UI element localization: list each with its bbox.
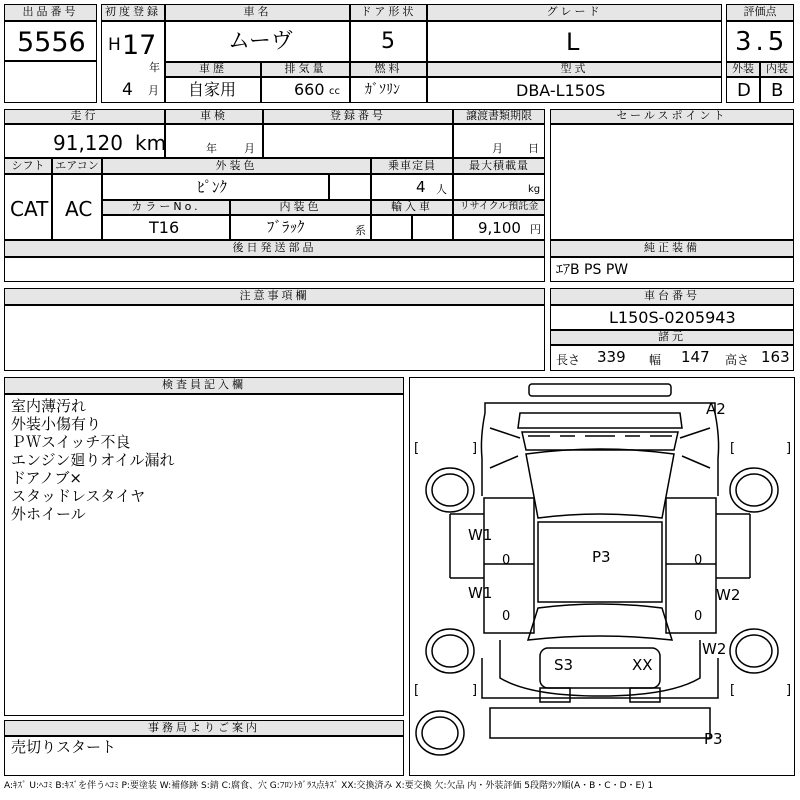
score: 3.5: [735, 27, 789, 57]
bracket-mark: [: [730, 441, 736, 456]
equipment-label: 純正装備: [550, 240, 794, 257]
displacement-cell: [261, 77, 350, 103]
sales-point-label: セールスポイント: [550, 109, 794, 124]
exterior-label: 外装: [726, 62, 760, 77]
inspector-note: スタッドレスタイヤ: [11, 487, 146, 505]
office-cell: [4, 736, 404, 776]
fuel-cell: [350, 77, 427, 103]
mark-right-front: W2: [716, 586, 741, 604]
bracket-mark: [: [414, 441, 420, 456]
mark-roof: P3: [592, 548, 611, 566]
capacity-unit: 人: [436, 183, 447, 196]
equipment-cell: [550, 257, 794, 282]
shift-cell: [4, 174, 52, 240]
interior-grade: B: [771, 80, 784, 101]
inspector-label: 検査員記入欄: [4, 377, 404, 394]
spec-cell: [550, 345, 794, 371]
bracket-mark: [: [414, 683, 420, 698]
mileage-cell: [4, 124, 165, 158]
reg-no-label: 登録番号: [263, 109, 453, 124]
shift: CAT: [10, 197, 49, 221]
color-cell: [102, 174, 329, 200]
zero-mark: 0: [502, 609, 511, 624]
office-note: 売切りスタート: [11, 738, 117, 756]
capacity: 4: [416, 178, 426, 196]
car-name-cell: [165, 21, 350, 62]
bracket-mark: [: [730, 683, 736, 698]
ac-label: エアコン: [52, 158, 102, 174]
spec-label: 諸元: [550, 330, 794, 345]
interior-color-label: 内装色: [230, 200, 371, 215]
grade-label: グレード: [427, 4, 722, 21]
mark-front: A2: [706, 400, 726, 418]
interior-color: ﾌﾞﾗｯｸ: [267, 218, 305, 236]
month-unit: 月: [148, 84, 159, 97]
fuel-label: 燃料: [350, 62, 427, 77]
bracket-mark: ]: [472, 683, 478, 698]
mileage: 91,120: [53, 131, 123, 155]
color-extra-cell: [329, 174, 371, 200]
interior-color-suffix: 系: [355, 224, 366, 237]
damage-diagram: [409, 377, 795, 776]
reg-no-cell: [263, 124, 453, 158]
era-letter: H: [108, 35, 121, 55]
transfer-label: 譲渡書類期限: [453, 109, 545, 124]
model-cell: [427, 77, 722, 103]
transfer-month-unit: 月: [492, 142, 503, 155]
transfer-cell: [453, 124, 545, 158]
interior-label: 内装: [760, 62, 794, 77]
color-no: T16: [149, 218, 180, 237]
history-label: 車歴: [165, 62, 261, 77]
first-reg-label: 初度登録: [101, 4, 165, 21]
mark-bottom: P3: [704, 730, 723, 748]
mark-rear-right: XX: [632, 656, 653, 674]
transfer-day-unit: 日: [528, 142, 539, 155]
first-reg-month: 4: [122, 80, 133, 100]
sales-point-cell: [550, 124, 794, 240]
recycle-fee: 9,100: [478, 219, 521, 237]
lot-label: 出品番号: [4, 4, 97, 21]
zero-mark: 0: [694, 609, 703, 624]
ac: AC: [65, 197, 93, 221]
mark-right-rear: W2: [702, 640, 727, 658]
bracket-mark: ]: [472, 441, 478, 456]
caution-cell: [4, 305, 545, 371]
exterior-grade: D: [737, 80, 751, 101]
inspector-note: エンジン廻りオイル漏れ: [11, 451, 175, 469]
car-outline: [410, 378, 794, 775]
import-cell-a: [371, 215, 412, 240]
inspector-note: ＰＷスイッチ不良: [11, 433, 131, 451]
inspection-label: 車検: [165, 109, 263, 124]
year-unit: 年: [149, 61, 160, 74]
mark-left-front: W1: [468, 526, 493, 544]
max-load-unit: kg: [528, 184, 541, 195]
door-count: 5: [381, 29, 395, 54]
inspector-note: 室内薄汚れ: [11, 397, 87, 415]
lot-number-cell: [4, 21, 97, 61]
inspection-month-unit: 月: [244, 142, 255, 155]
inspector-notes: [4, 394, 404, 716]
color-label: 外装色: [102, 158, 371, 174]
bracket-mark: ]: [786, 441, 792, 456]
history: 自家用: [188, 80, 237, 99]
chassis-label: 車台番号: [550, 288, 794, 305]
capacity-cell: [371, 174, 453, 200]
inspector-note: 外ホイール: [11, 505, 86, 523]
displacement-unit: cc: [329, 86, 340, 97]
car-name-label: 車名: [165, 4, 350, 21]
length-label: 長さ: [556, 353, 581, 367]
grade: L: [566, 28, 580, 56]
zero-mark: 0: [694, 553, 703, 568]
ac-cell: [52, 174, 102, 240]
model-label: 型式: [427, 62, 722, 77]
width: 147: [681, 348, 710, 366]
interior-color-cell: [230, 215, 371, 240]
grade-cell: [427, 21, 722, 62]
exterior-grade-cell: [726, 77, 760, 103]
equipment: ｴｱB PS PW: [556, 262, 629, 278]
fuel: ｶﾞｿﾘﾝ: [365, 82, 400, 98]
mark-rear-left: S3: [554, 656, 574, 674]
displacement: 660: [294, 80, 325, 99]
import-cell-b: [412, 215, 453, 240]
max-load-cell: [453, 174, 545, 200]
length: 339: [597, 348, 626, 366]
shift-label: シフト: [4, 158, 52, 174]
model-code: DBA-L150S: [516, 81, 606, 100]
lot-blank-cell: [4, 61, 97, 103]
inspection-year-unit: 年: [206, 142, 217, 155]
score-label: 評価点: [726, 4, 794, 21]
later-parts-cell: [4, 257, 545, 282]
capacity-label: 乗車定員: [371, 158, 453, 174]
lot-number: 5556: [17, 27, 86, 58]
later-parts-label: 後日発送部品: [4, 240, 545, 257]
score-cell: [726, 21, 794, 62]
import-label: 輸入車: [371, 200, 453, 215]
width-label: 幅: [649, 353, 662, 367]
color-no-label: カラーNo.: [102, 200, 230, 215]
car-name: ムーヴ: [228, 29, 293, 54]
bracket-mark: ]: [786, 683, 792, 698]
mark-left-rear: W1: [468, 584, 493, 602]
inspector-note: ドアノブ×: [11, 469, 82, 487]
color-no-cell: [102, 215, 230, 240]
office-label: 事務局よりご案内: [4, 720, 404, 736]
first-reg-year: 17: [122, 30, 157, 61]
body-color: ﾋﾟﾝｸ: [197, 178, 228, 196]
chassis-number: L150S-0205943: [609, 308, 736, 327]
door-cell: [350, 21, 427, 62]
caution-label: 注意事項欄: [4, 288, 545, 305]
legend: A:ｷｽﾞ U:ﾍｺﾐ B:ｷｽﾞを伴うﾍｺﾐ P:要塗装 W:補修跡 S:錆 C:腐食、穴 G:ﾌﾛﾝﾄｶﾞﾗｽ点ｷｽﾞ XX:交換済み X:要交換 欠:欠品 内・外装評価 5段階ﾗﾝｸ順(A・B・C・D・E) 1: [4, 781, 654, 791]
door-label: ドア形状: [350, 4, 427, 21]
recycle-cell: [453, 215, 545, 240]
interior-grade-cell: [760, 77, 794, 103]
zero-mark: 0: [502, 553, 511, 568]
max-load-label: 最大積載量: [453, 158, 545, 174]
displacement-label: 排気量: [261, 62, 350, 77]
chassis-cell: [550, 305, 794, 330]
mileage-label: 走行: [4, 109, 165, 124]
first-reg-cell: [101, 21, 165, 103]
history-cell: [165, 77, 261, 103]
inspector-note: 外装小傷有り: [11, 415, 102, 433]
recycle-label: リサイクル預託金: [453, 200, 545, 215]
height-label: 高さ: [725, 353, 750, 367]
recycle-unit: 円: [530, 223, 541, 236]
inspection-cell: [165, 124, 263, 158]
height: 163: [761, 348, 790, 366]
mileage-unit: km: [135, 131, 167, 155]
